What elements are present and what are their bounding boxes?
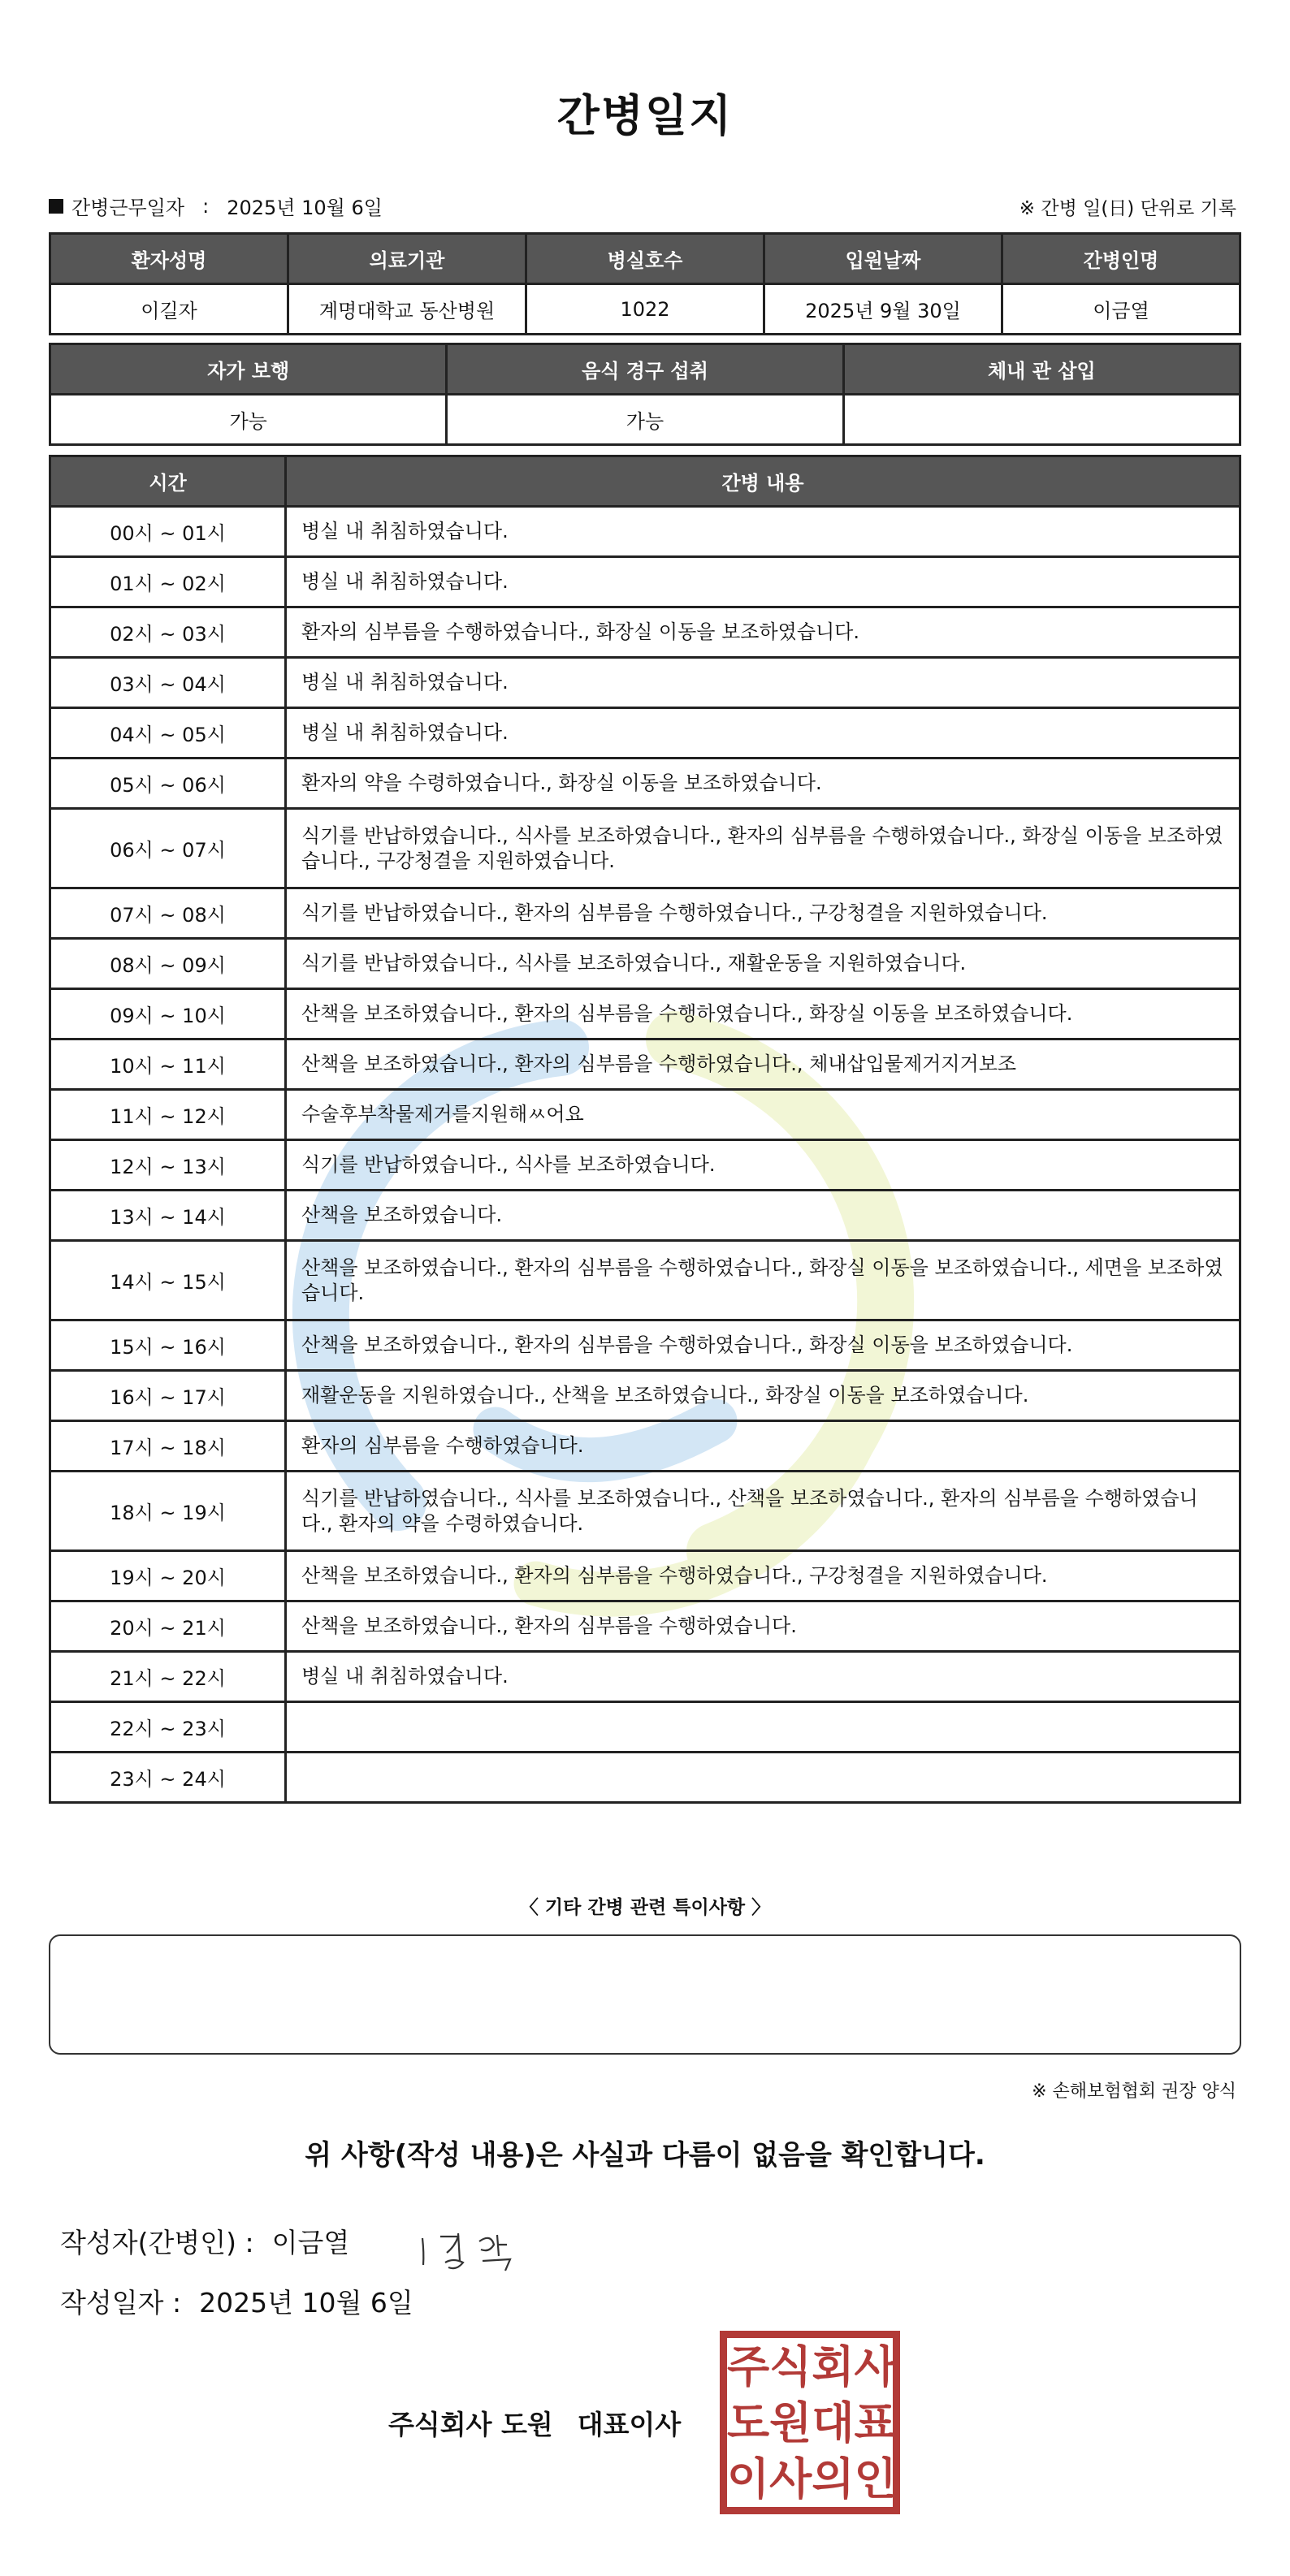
row-content: 산책을 보조하였습니다., 환자의 심부름을 수행하였습니다., 화장실 이동을 보조하였습니다., 세면을 보조하였습니다. [286,1241,1240,1320]
table-row [50,557,1240,607]
row-time: 10시 ~ 11시 [50,1039,286,1090]
row-time: 05시 ~ 06시 [50,759,286,809]
writer-line [60,2222,349,2260]
header-patient-name: 환자성명 [50,234,288,284]
row-content: 식기를 반납하였습니다., 식사를 보조하였습니다., 산책을 보조하였습니다., 환자의 심부름을 수행하였습니다., 환자의 약을 수령하였습니다. [286,1472,1240,1551]
work-date-separator: : [202,194,210,218]
row-time: 01시 ~ 02시 [50,557,286,607]
row-time: 12시 ~ 13시 [50,1140,286,1191]
row-time: 11시 ~ 12시 [50,1090,286,1140]
work-date-line [49,192,383,220]
self-walking-value: 가능 [50,395,447,445]
header-tube-insertion: 체내 관 삽입 [843,344,1240,395]
row-content: 병실 내 취침하였습니다. [286,557,1240,607]
table-row [50,1753,1240,1803]
table-row [50,759,1240,809]
row-time: 13시 ~ 14시 [50,1191,286,1241]
table-row [50,939,1240,989]
header-time: 시간 [50,456,286,507]
row-time: 16시 ~ 17시 [50,1371,286,1421]
row-time: 15시 ~ 16시 [50,1320,286,1371]
oral-intake-value: 가능 [447,395,843,445]
row-time: 14시 ~ 15시 [50,1241,286,1320]
special-notes-box [49,1934,1241,2055]
row-time: 09시 ~ 10시 [50,989,286,1039]
row-time: 08시 ~ 09시 [50,939,286,989]
header-admission-date: 입원날짜 [764,234,1002,284]
row-time: 23시 ~ 24시 [50,1753,286,1803]
patient-name: 이길자 [50,284,288,335]
table-row [50,1140,1240,1191]
row-time: 17시 ~ 18시 [50,1421,286,1472]
special-notes-label: 〈 기타 간병 관련 특이사항 〉 [519,1897,771,1918]
row-content: 산책을 보조하였습니다., 환자의 심부름을 수행하였습니다., 화장실 이동을 보조하였습니다. [286,1320,1240,1371]
row-time: 00시 ~ 01시 [50,507,286,557]
table-row [50,888,1240,939]
row-time: 19시 ~ 20시 [50,1551,286,1601]
table-row [50,1421,1240,1472]
row-content: 환자의 심부름을 수행하였습니다. [286,1421,1240,1472]
row-content: 병실 내 취침하였습니다. [286,708,1240,759]
table-row [50,989,1240,1039]
care-log-table [49,455,1241,1804]
row-content: 환자의 약을 수령하였습니다., 화장실 이동을 보조하였습니다. [286,759,1240,809]
row-time: 18시 ~ 19시 [50,1472,286,1551]
row-content: 식기를 반납하였습니다., 식사를 보조하였습니다., 환자의 심부름을 수행하였습니다., 화장실 이동을 보조하였습니다., 구강청결을 지원하였습니다. [286,809,1240,888]
table-row [50,607,1240,658]
table-row [50,1320,1240,1371]
table-row [50,1039,1240,1090]
row-content: 병실 내 취침하였습니다. [286,658,1240,708]
row-time: 22시 ~ 23시 [50,1702,286,1753]
row-content: 환자의 심부름을 수행하였습니다., 화장실 이동을 보조하였습니다. [286,607,1240,658]
row-time: 04시 ~ 05시 [50,708,286,759]
form-note: ※ 손해보험협회 권장 양식 [1032,2081,1236,2102]
table-row [50,658,1240,708]
header-self-walking: 자가 보행 [50,344,447,395]
header-room-number: 병실호수 [526,234,764,284]
row-content: 식기를 반납하였습니다., 식사를 보조하였습니다., 재활운동을 지원하였습니다. [286,939,1240,989]
admission-date: 2025년 9월 30일 [764,284,1002,335]
header-hospital: 의료기관 [288,234,526,284]
writer-name: 이금열 [271,2227,350,2258]
row-time: 03시 ~ 04시 [50,658,286,708]
row-content: 산책을 보조하였습니다., 환자의 심부름을 수행하였습니다., 화장실 이동을 보조하였습니다. [286,989,1240,1039]
row-time: 07시 ~ 08시 [50,888,286,939]
row-content [286,1702,1240,1753]
row-content [286,1753,1240,1803]
table-row [50,1601,1240,1652]
company-name: 주식회사 도원 [388,2409,553,2440]
signature-image [416,2220,546,2277]
row-content: 산책을 보조하였습니다. [286,1191,1240,1241]
row-content: 재활운동을 지원하였습니다., 산책을 보조하였습니다., 화장실 이동을 보조하였습니다. [286,1371,1240,1421]
table-row [50,507,1240,557]
tube-insertion-value [843,395,1240,445]
write-date-label: 작성일자 : [60,2287,182,2319]
work-date-value: 2025년 10월 6일 [227,197,383,219]
table-row [50,1191,1240,1241]
table-row [50,1371,1240,1421]
table-row [50,1551,1240,1601]
table-row [50,1652,1240,1702]
table-row [50,1702,1240,1753]
row-content: 식기를 반납하였습니다., 식사를 보조하였습니다. [286,1140,1240,1191]
confirmation-statement: 위 사항(작성 내용)은 사실과 다름이 없음을 확인합니다. [305,2139,985,2172]
patient-info-table [49,232,1241,335]
representative-title: 대표이사 [577,2409,682,2440]
table-row [50,708,1240,759]
write-date-value: 2025년 10월 6일 [199,2287,413,2319]
company-line [388,2404,681,2442]
row-content: 병실 내 취침하였습니다. [286,507,1240,557]
hospital-name: 계명대학교 동산병원 [288,284,526,335]
row-content: 산책을 보조하였습니다., 환자의 심부름을 수행하였습니다., 구강청결을 지원하였습니다. [286,1551,1240,1601]
caregiver-name: 이금열 [1002,284,1240,335]
table-row [50,809,1240,888]
unit-note: ※ 간병 일(日) 단위로 기록 [1019,198,1236,219]
table-row [50,1472,1240,1551]
square-bullet-icon [49,199,63,214]
header-oral-intake: 음식 경구 섭취 [447,344,843,395]
write-date-line [60,2282,413,2320]
patient-ability-table [49,343,1241,446]
row-content: 식기를 반납하였습니다., 환자의 심부름을 수행하였습니다., 구강청결을 지원하였습니다. [286,888,1240,939]
row-content: 산책을 보조하였습니다., 환자의 심부름을 수행하였습니다. [286,1601,1240,1652]
work-date-label: 간병근무일자 [71,197,185,219]
header-care-content: 간병 내용 [286,456,1240,507]
room-number: 1022 [526,284,764,335]
table-row [50,1241,1240,1320]
row-time: 20시 ~ 21시 [50,1601,286,1652]
table-row [50,1090,1240,1140]
row-content: 병실 내 취침하였습니다. [286,1652,1240,1702]
row-time: 02시 ~ 03시 [50,607,286,658]
company-seal: 주 식 회 사 도 원 대 표 이 사 의 인 [720,2331,900,2514]
row-time: 21시 ~ 22시 [50,1652,286,1702]
header-caregiver-name: 간병인명 [1002,234,1240,284]
row-content: 산책을 보조하였습니다., 환자의 심부름을 수행하였습니다., 체내삽입물제거지거보조 [286,1039,1240,1090]
writer-label: 작성자(간병인) : [60,2227,254,2258]
row-time: 06시 ~ 07시 [50,809,286,888]
document-title: 간병일지 [556,90,734,141]
row-content: 수술후부착물제거를지원해ㅆ어요 [286,1090,1240,1140]
